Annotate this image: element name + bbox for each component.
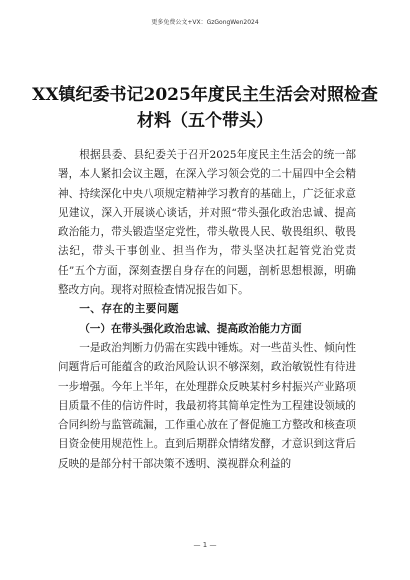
document-body: [58, 146, 356, 474]
sub-heading: （一）在带头强化政治忠诚、提高政治能力方面: [79, 322, 302, 335]
intro-paragraph: 根据县委、县纪委关于召开2025年度民主生活会的统一部署，本人紧扣会议主题，在深入学习领会党的二十届四中全会精神、持续深化中央八项规定精神学习教育的基础上，广泛征求意见建议，深入开展谈心谈话，并对照“带头强化政治忠诚、提高政治能力，带头锻造坚定党性，带头敬畏人民、敬畏组织、敬畏法纪，带头干事创业、担当作为，带头坚决扛起管党治党责任”五个方面，深刻查摆自身存在的问题，剖析思想根源，明确整改方向。现将对照检查情况报告如下。: [58, 149, 356, 297]
document-title: XX镇纪委书记2025年度民主生活会对照检查材料（五个带头）: [32, 85, 378, 131]
page-number: — 1 —: [193, 541, 217, 549]
body-paragraph: 一是政治判断力仍需在实践中锤炼。对一些苗头性、倾向性问题背后可能蕴含的政治风险认识不够深刻，政治敏锐性有待进一步增强。今年上半年，在处理群众反映某村乡村振兴产业路项目质量不佳的信访件时，我最初将其简单定性为工程建设领域的合同纠纷与监管疏漏，工作重心放在了督促施工方整改和核查项目资金使用规范性上。直到后期群众情绪发酵，才意识到这背后反映的是部分村干部决策不透明、漠视群众利益的: [58, 341, 356, 470]
section-heading: 一、存在的主要问题: [79, 303, 180, 316]
header-note: 更多免费公文+VX：GzGongWen2024: [151, 19, 259, 26]
